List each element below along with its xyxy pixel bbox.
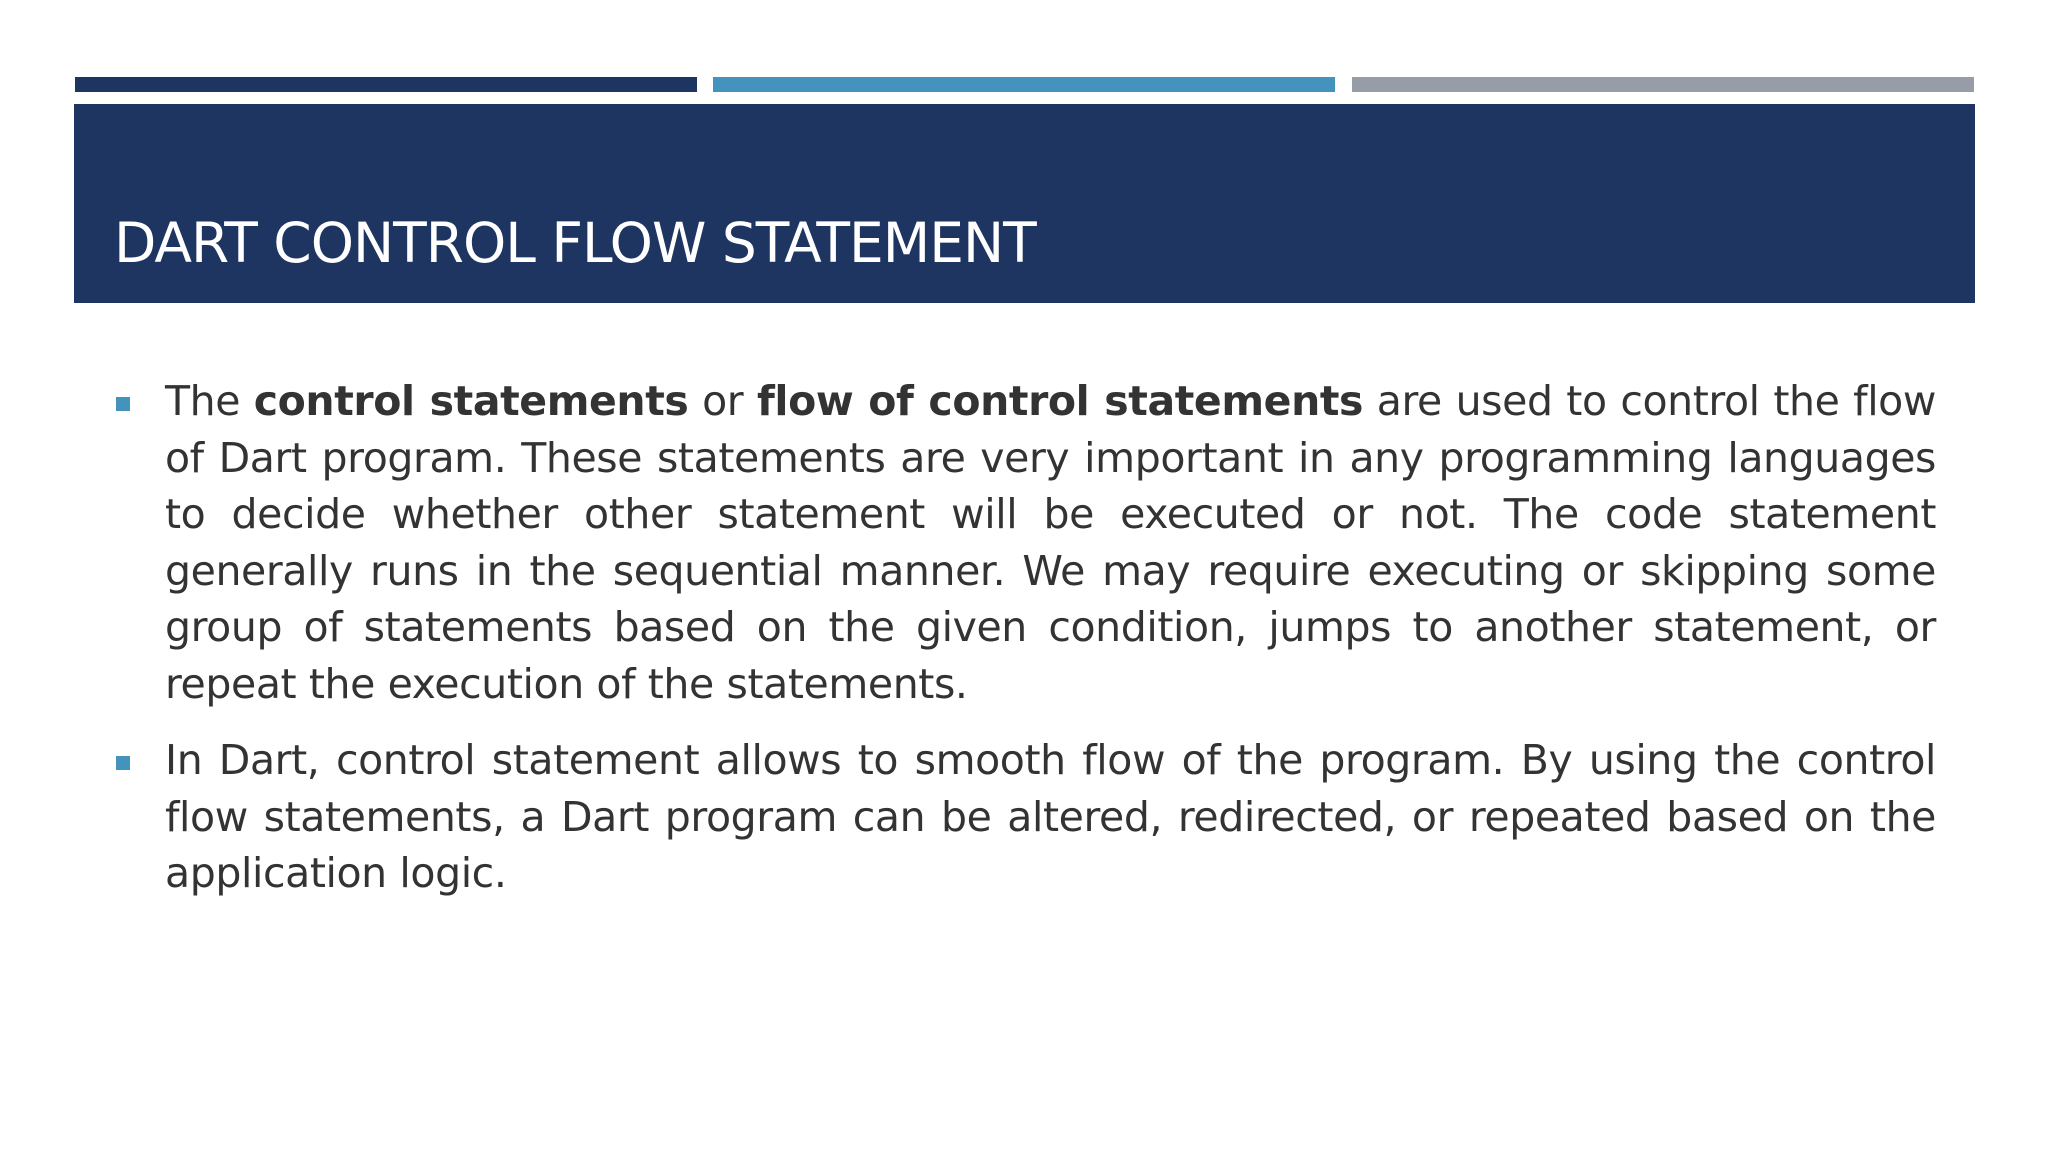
bullet-bold-text: flow of control statements (756, 377, 1364, 425)
bullet-text: The (165, 377, 254, 425)
bullet-item (112, 732, 1936, 902)
slide-title: DART CONTROL FLOW STATEMENT (114, 211, 1036, 275)
bullet-item (112, 373, 1936, 712)
square-bullet-icon (116, 756, 130, 770)
bullet-text: In Dart, control statement allows to smooth flow of the program. By using the control flow statements, a Dart program can be altered, redirected, or repeated based on the application logic. (165, 736, 1936, 897)
bullet-text: are used to control the flow of Dart program. These statements are very important in any programming languages to decide whether other statement will be executed or not. The code statement generally runs in the sequential manner. We may require executing or skipping some group of statements based on the given condition, jumps to another statement, or repeat the execution of the statements. (165, 377, 1936, 708)
title-band (74, 104, 1975, 303)
bullet-bold-text: control statements (253, 377, 689, 425)
square-bullet-icon (116, 397, 130, 411)
accent-bar-gray (1352, 77, 1974, 92)
bullet-text: or (688, 377, 757, 425)
slide-content (112, 373, 1936, 922)
accent-bar-dark (75, 77, 697, 92)
accent-bar-blue (713, 77, 1335, 92)
